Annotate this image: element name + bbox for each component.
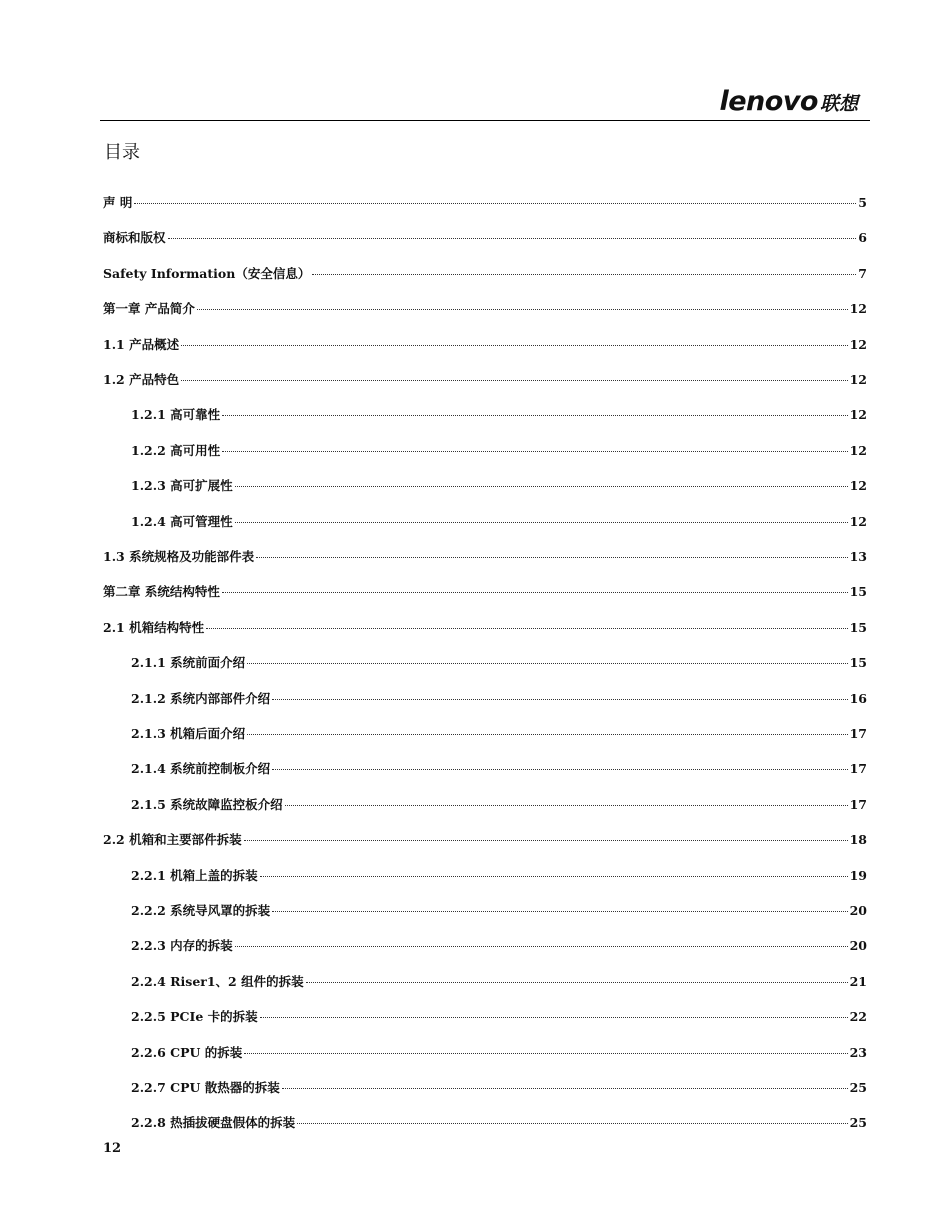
toc-entry-page: 5	[858, 195, 867, 210]
toc-entry-page: 25	[849, 1115, 867, 1131]
toc-entry[interactable]	[131, 1113, 867, 1131]
toc-entry-page: 22	[849, 1009, 867, 1025]
toc-entry[interactable]	[131, 901, 867, 919]
toc-entry[interactable]	[103, 547, 867, 565]
toc-entry[interactable]	[131, 972, 867, 990]
toc-entry-page: 21	[849, 973, 867, 989]
toc-entry[interactable]	[103, 335, 867, 353]
toc-entry-page: 7	[858, 265, 867, 281]
toc-entry-label: 1.2 产品特色	[103, 372, 180, 387]
toc-entry-page: 13	[849, 549, 867, 564]
toc-entry-page: 12	[849, 372, 867, 387]
toc-entry-label: 2.2.3 内存的拆装	[131, 938, 233, 954]
toc-entry-label: 2.2.2 系统导风罩的拆装	[131, 903, 271, 918]
toc-entry[interactable]	[131, 866, 867, 884]
toc-entry[interactable]	[131, 1007, 867, 1025]
toc-leader-dots	[285, 805, 848, 806]
toc-leader-dots	[206, 628, 847, 629]
toc-entry-label: 2.2.5 PCIe 卡的拆装	[131, 1009, 258, 1025]
toc-leader-dots	[244, 1053, 847, 1054]
toc-entry[interactable]	[131, 689, 867, 707]
toc-entry-label: 2.2.7 CPU 散热器的拆装	[131, 1080, 280, 1095]
toc-entry[interactable]	[103, 830, 867, 848]
toc-entry-label: 2.2.1 机箱上盖的拆装	[131, 867, 258, 883]
toc-entry-page: 15	[849, 584, 867, 600]
toc-entry-page: 6	[858, 230, 867, 246]
toc-entry-label: 声 明	[103, 195, 133, 210]
toc-entry-page: 23	[849, 1044, 867, 1060]
toc-leader-dots	[222, 451, 847, 452]
toc-entry-label: 2.2 机箱和主要部件拆装	[103, 832, 242, 848]
toc-entry[interactable]	[131, 1078, 867, 1096]
toc-entry[interactable]	[131, 1043, 867, 1061]
toc-entry-page: 17	[849, 726, 867, 741]
toc-leader-dots	[297, 1123, 847, 1124]
toc-entry[interactable]	[131, 795, 867, 813]
toc-entry-label: 1.3 系统规格及功能部件表	[103, 549, 255, 564]
toc-entry-label: 1.2.1 高可靠性	[131, 407, 221, 423]
toc-entry-label: 2.1.5 系统故障监控板介绍	[131, 796, 283, 812]
toc-entry[interactable]	[103, 228, 867, 246]
toc-entry[interactable]	[131, 441, 867, 459]
toc-entry-page: 16	[849, 690, 867, 706]
toc-leader-dots	[181, 380, 847, 381]
toc-entry-label: 2.2.4 Riser1、2 组件的拆装	[131, 973, 304, 989]
toc-entry-page: 20	[849, 938, 867, 954]
toc-leader-dots	[197, 309, 848, 310]
toc-entry-page: 17	[849, 796, 867, 812]
toc-entry-page: 12	[849, 301, 867, 317]
toc-title: 目录	[104, 142, 140, 163]
footer-page-number: 12	[103, 1141, 122, 1156]
toc-entry-page: 12	[849, 442, 867, 458]
toc-leader-dots	[222, 592, 848, 593]
toc-entry[interactable]	[131, 759, 867, 777]
toc-entry-label: 1.1 产品概述	[103, 336, 180, 352]
toc-entry-page: 15	[849, 655, 867, 671]
toc-leader-dots	[244, 840, 848, 841]
toc-entry[interactable]	[131, 405, 867, 423]
toc-entry[interactable]	[131, 724, 867, 742]
toc-leader-dots	[247, 734, 847, 735]
toc-entry[interactable]	[131, 653, 867, 671]
toc-entry-page: 12	[849, 407, 867, 423]
toc-entry[interactable]	[103, 618, 867, 636]
toc-leader-dots	[168, 238, 857, 239]
toc-leader-dots	[134, 203, 856, 204]
toc-entry[interactable]	[131, 476, 867, 494]
toc-leader-dots	[247, 663, 847, 664]
toc-leader-dots	[272, 699, 847, 700]
toc-entry-page: 25	[849, 1080, 867, 1095]
toc-leader-dots	[312, 274, 856, 275]
toc-leader-dots	[272, 769, 847, 770]
toc-entry[interactable]	[103, 370, 867, 388]
toc-entry-label: 2.2.6 CPU 的拆装	[131, 1044, 243, 1060]
toc-leader-dots	[260, 1017, 848, 1018]
toc-entry-page: 18	[849, 832, 867, 848]
toc-leader-dots	[235, 946, 848, 947]
toc-entry-label: 1.2.4 高可管理性	[131, 513, 233, 529]
toc-entry-label: 第一章 产品简介	[103, 301, 195, 317]
toc-leader-dots	[235, 522, 848, 523]
toc-entry-label: 2.2.8 热插拔硬盘假体的拆装	[131, 1115, 296, 1131]
logo-cjk-text: 联想	[819, 93, 858, 115]
toc-entry[interactable]	[131, 512, 867, 530]
toc-entry-label: 2.1.2 系统内部部件介绍	[131, 690, 271, 706]
toc-leader-dots	[256, 557, 847, 558]
toc-entry-page: 17	[849, 761, 867, 777]
logo-latin-text: lenovo	[719, 86, 818, 117]
toc-entry[interactable]	[103, 264, 867, 282]
toc-entry-page: 19	[849, 867, 867, 883]
toc-leader-dots	[282, 1088, 848, 1089]
toc-entry-label: 2.1.1 系统前面介绍	[131, 655, 246, 671]
toc-entry-page: 15	[849, 619, 867, 635]
toc-leader-dots	[235, 486, 848, 487]
toc-leader-dots	[306, 982, 848, 983]
toc-entry-label: 1.2.3 高可扩展性	[131, 478, 233, 494]
toc-leader-dots	[272, 911, 847, 912]
toc-entry-page: 12	[849, 513, 867, 529]
toc-entry-label: 1.2.2 高可用性	[131, 442, 221, 458]
toc-entry-page: 12	[849, 478, 867, 494]
toc-entry-label: Safety Information（安全信息）	[103, 265, 311, 281]
toc-entry-label: 第二章 系统结构特性	[103, 584, 220, 600]
toc-entry[interactable]	[131, 936, 867, 954]
toc-leader-dots	[181, 345, 847, 346]
toc-entry[interactable]	[103, 299, 867, 317]
toc-entry[interactable]	[103, 193, 867, 211]
toc-entry-label: 2.1.4 系统前控制板介绍	[131, 761, 271, 777]
toc-entry-label: 商标和版权	[103, 230, 166, 246]
toc-leader-dots	[260, 876, 848, 877]
toc-entry-page: 20	[849, 903, 867, 918]
toc-entry-label: 2.1.3 机箱后面介绍	[131, 726, 246, 741]
toc-entry-page: 12	[849, 336, 867, 352]
toc-leader-dots	[222, 415, 847, 416]
toc-entry[interactable]	[103, 582, 867, 600]
toc-entry-label: 2.1 机箱结构特性	[103, 619, 205, 635]
